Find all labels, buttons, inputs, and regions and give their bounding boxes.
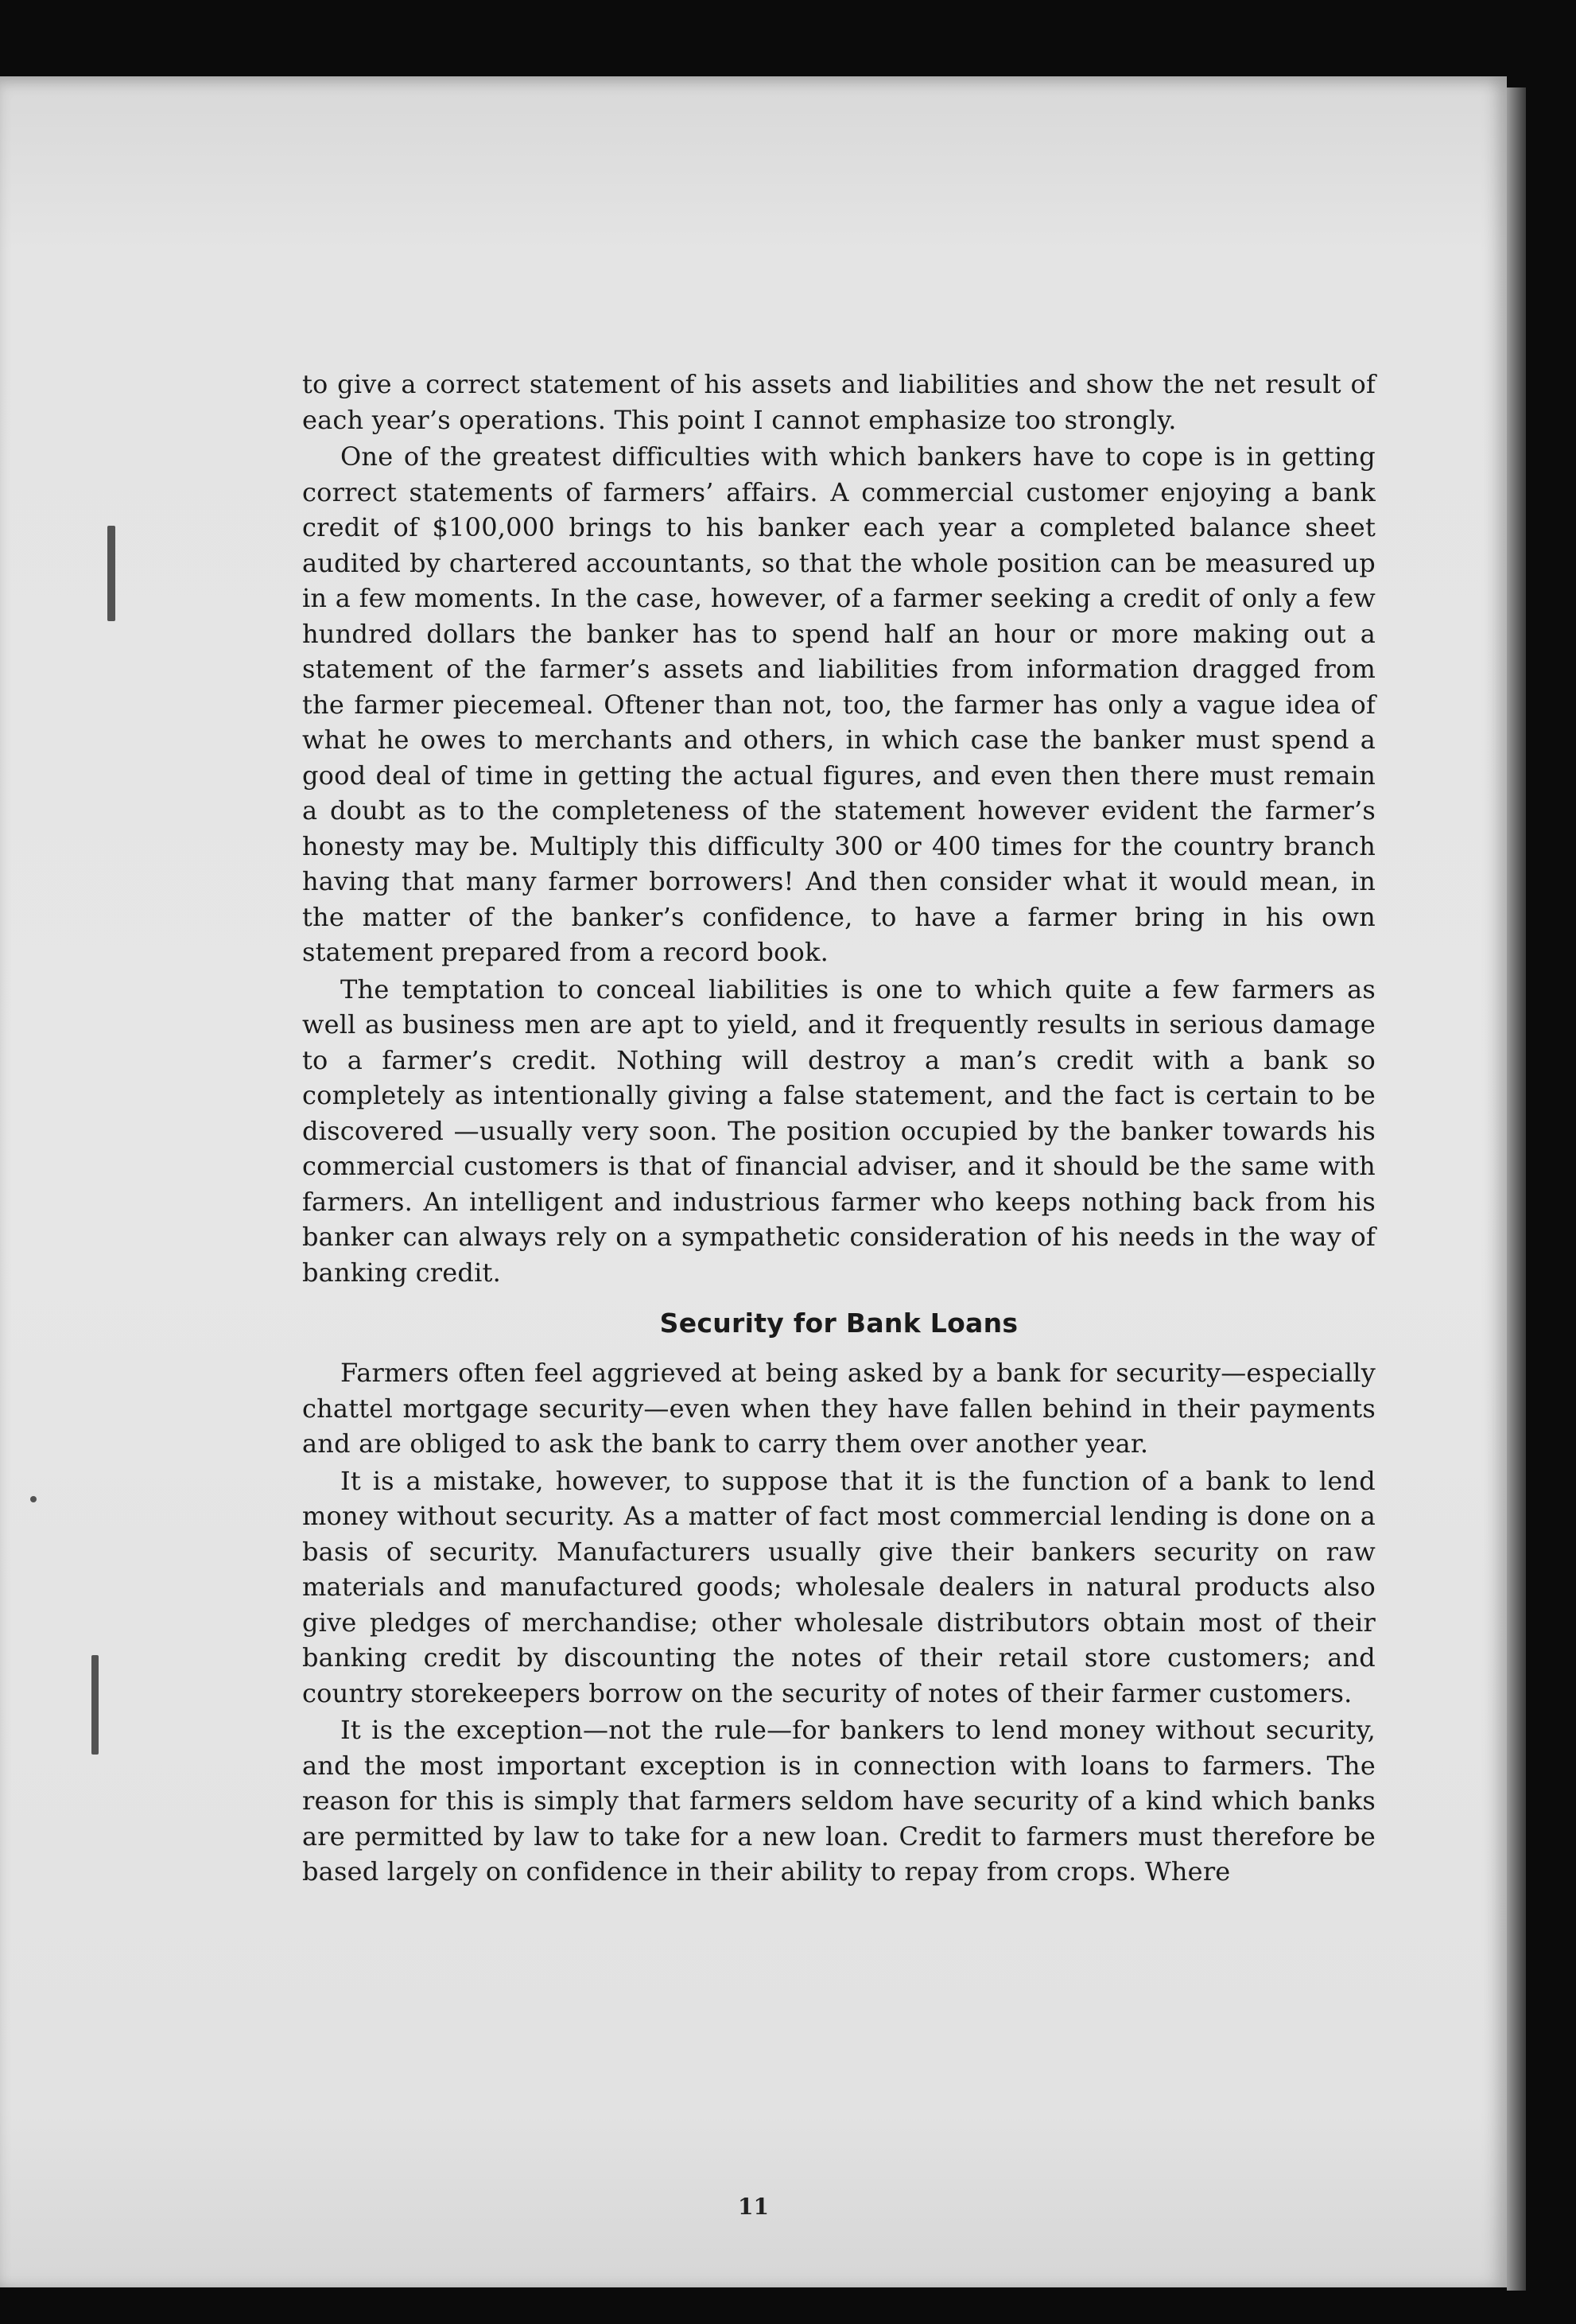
paragraph-farmers-aggrieved: Farmers often feel aggrieved at being asked by a bank for security—especially chattel mortgage security—even when they have fallen behind in their payments and are obliged to ask the bank to carry them over another year. — [302, 1358, 1376, 1459]
paragraph-temptation: The temptation to conceal liabilities is one to which quite a few farmers as well as business men are apt to yield, and it frequently results in serious damage to a farmer’s credit. Nothing will destroy a man’s credit with a bank so completely as intentionally giving a false statement, and the fact is certain to be discovered —usually very soon. The position occupied by the banker towards his commercial customers is that of financial adviser, and it should be the same with farmers. An intelligent and industrious farmer who keeps nothing back from his banker can always rely on a sympathetic consideration of his needs in the way of banking credit. — [302, 974, 1376, 1288]
paragraph-mistake: It is a mistake, however, to suppose that it is the function of a bank to lend money without security. As a matter of fact most commercial lending is done on a basis of security. Manufacturers usually give their bankers security on raw materials and manufactured goods; wholesale dealers in natural products also give pledges of merchandise; other wholesale distributors obtain most of their banking credit by discounting the notes of their retail store customers; and country storekeepers borrow on the security of notes of their farmer customers. — [302, 1465, 1376, 1708]
page-number: 11 — [738, 2194, 769, 2220]
paragraph-exception: It is the exception—not the rule—for bankers to lend money without security, and the most important exception is in connection with loans to farmers. The reason for this is simply that farmers seldom have security of a kind which banks are permitted by law to take for a new loan. Credit to farmers must therefore be based largely on confidence in their ability to repay from crops. Where — [302, 1715, 1376, 1887]
paragraph-continuation: to give a correct statement of his assets and liabilities and show the net result of each year’s operations. This point I cannot emphasize too strongly. — [302, 369, 1376, 435]
paragraph-difficulties: One of the greatest difficulties with which bankers have to cope is in getting correct statements of farmers’ affairs. A commercial customer enjoying a bank credit of $100,000 brings to his banker each year a completed balance sheet audited by chartered accountants, so that the whole position can be measured up in a few moments. In the case, however, of a farmer seeking a credit of only a few hundred dollars the banker has to spend half an hour or more making out a statement of the farmer’s assets and liabilities from information dragged from the farmer piecemeal. Oftener than not, too, the farmer has only a vague idea of what he owes to merchants and others, in which case the banker must spend a good deal of time in getting the actual figures, and even then there must remain a doubt as to the completeness of the statement however evident the farmer’s honesty may be. Multiply this difficulty 300 or 400 times for the country branch having that many farmer borrowers! And then consider what it would mean, in the matter of the banker’s confidence, to have a farmer bring in his own statement prepared from a record book. — [302, 441, 1376, 967]
margin-mark-lower — [91, 1655, 99, 1755]
margin-dot — [30, 1496, 37, 1502]
margin-mark-upper — [107, 526, 115, 621]
page-text — [302, 367, 1376, 1890]
section-heading: Security for Bank Loans — [659, 1308, 1019, 1339]
scanned-page — [0, 76, 1507, 2287]
page-edge-shadow — [1507, 87, 1526, 2291]
